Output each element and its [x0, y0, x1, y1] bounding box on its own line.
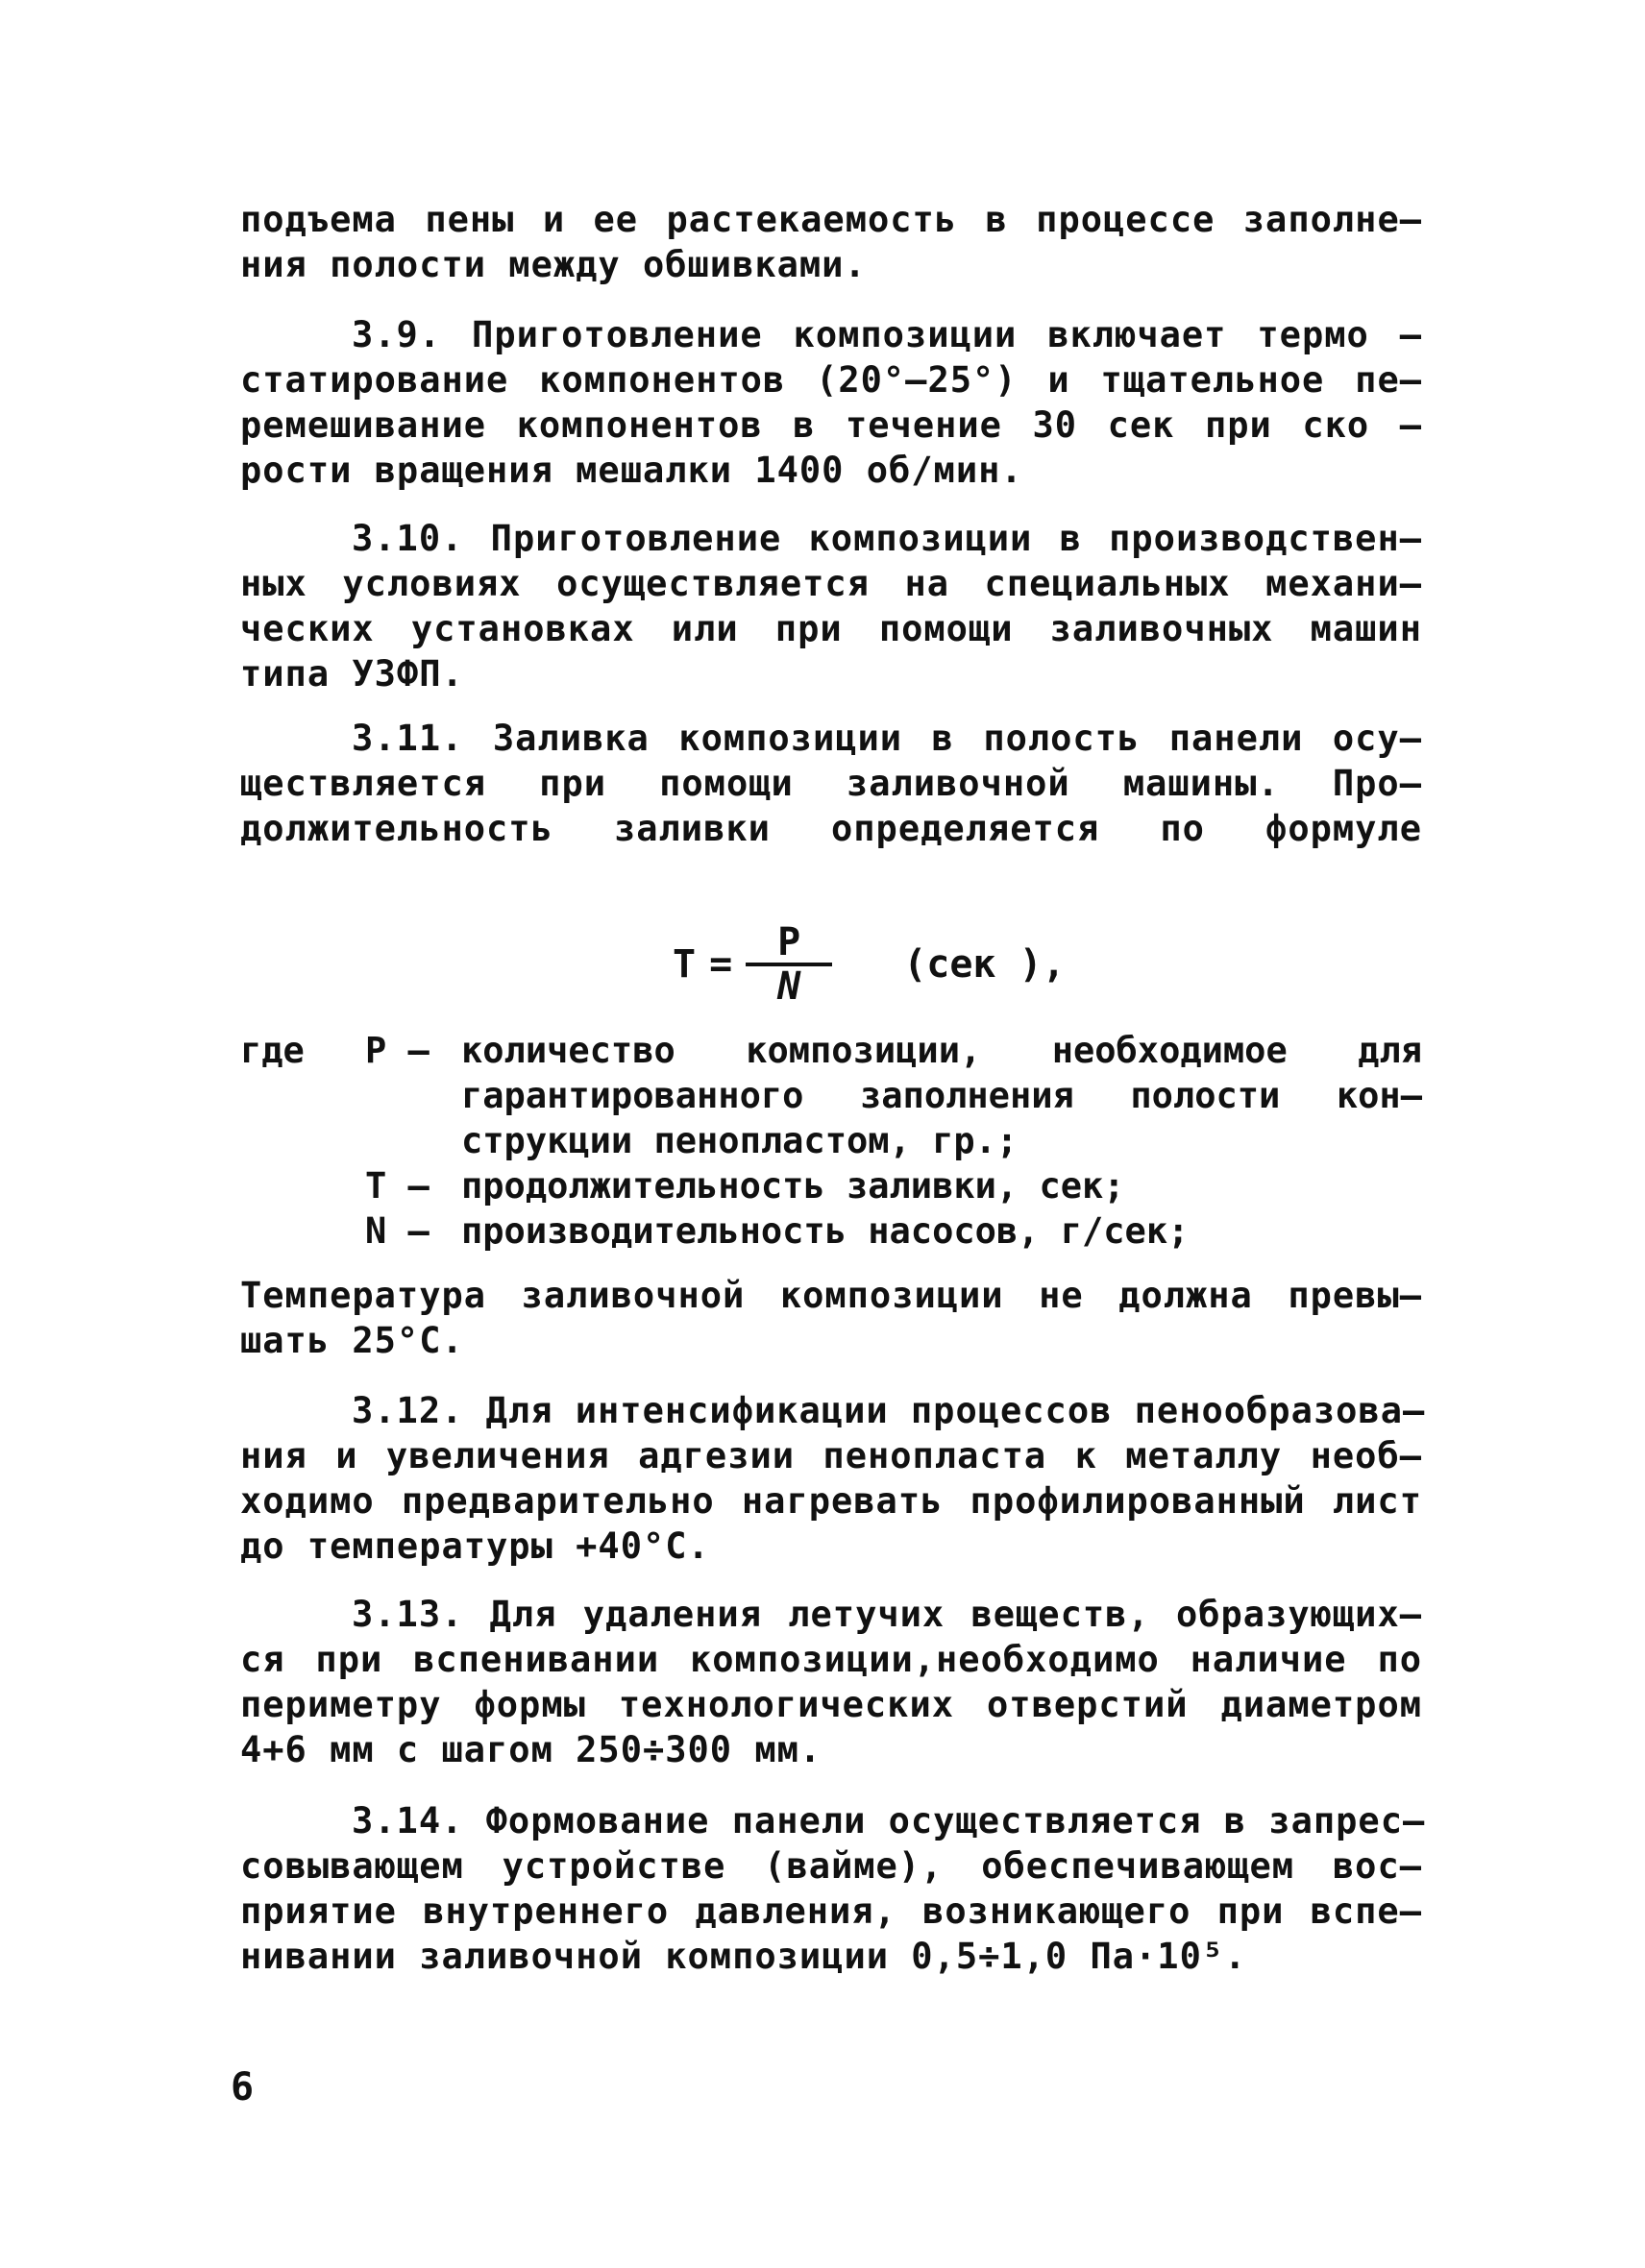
text-line: должительность заливки определяется по формуле — [240, 808, 1422, 849]
text-line: подъема пены и ее растекаемость в процессе заполне– — [240, 199, 1422, 240]
text-line: ния полости между обшивками. — [240, 244, 867, 285]
text-line: периметру формы технологических отверстий диаметром — [240, 1684, 1422, 1725]
where-description — [461, 1208, 1422, 1254]
text-line: 4+6 мм с шагом 250÷300 мм. — [240, 1729, 822, 1770]
text-line: струкции пенопластом, гр.; — [461, 1120, 1019, 1161]
formula-lhs: T — [673, 942, 697, 987]
text-line: количество композиции, необходимое для — [461, 1030, 1422, 1071]
text-line: рости вращения мешалки 1400 об/мин. — [240, 450, 1023, 491]
text-line: производительность насосов, г/сек; — [461, 1210, 1190, 1252]
text-line: гарантированного заполнения полости кон– — [461, 1075, 1422, 1116]
where-description — [461, 1028, 1422, 1163]
text-line: ния и увеличения адгезии пенопласта к металлу необ– — [240, 1435, 1422, 1476]
text-line: нивании заливочной композиции 0,5÷1,0 Па·10⁵. — [240, 1936, 1247, 1977]
paragraph-3-12 — [240, 1388, 1426, 1569]
paragraph-3-10 — [240, 516, 1422, 696]
text-line: 3.13. Для удаления летучих веществ, образующих– — [352, 1594, 1422, 1635]
text-line: ходимо предварительно нагревать профилированный лист — [240, 1480, 1422, 1522]
paragraph-3-13 — [240, 1592, 1422, 1772]
where-row-n — [240, 1208, 1422, 1254]
text-line: совывающем устройстве (вайме), обеспечивающем вос– — [240, 1845, 1422, 1887]
page-number: 6 — [231, 2065, 255, 2109]
text-line: ществляется при помощи заливочной машины. Про– — [240, 763, 1422, 804]
where-symbol: P – — [365, 1030, 430, 1071]
paragraph-3-9 — [240, 312, 1422, 493]
where-symbol: T – — [365, 1165, 430, 1207]
text-line: статирование компонентов (20°–25°) и тщательное пе– — [240, 359, 1422, 401]
formula-numerator: P — [746, 922, 832, 966]
text-line: ремешивание компонентов в течение 30 сек при ско – — [240, 404, 1422, 446]
text-line: ся при вспенивании композиции,необходимо наличие по — [240, 1639, 1422, 1680]
where-legend — [240, 1028, 1422, 1254]
intro-paragraph — [240, 197, 1422, 287]
where-row-p — [240, 1028, 1422, 1163]
text-line: типа УЗФП. — [240, 653, 464, 695]
text-line: 3.12. Для интенсификации процессов пенообразова– — [352, 1390, 1426, 1431]
where-symbol: N – — [365, 1210, 430, 1252]
where-row-t — [240, 1163, 1422, 1208]
duration-formula — [673, 922, 1066, 1007]
text-line: Температура заливочной композиции не должна превы– — [240, 1275, 1422, 1316]
text-line: ных условиях осуществляется на специальных механи– — [240, 563, 1422, 604]
paragraph-3-11 — [240, 716, 1422, 851]
where-label: где — [240, 1030, 305, 1071]
text-line: 3.14. Формование панели осуществляется в запрес– — [352, 1800, 1426, 1841]
formula-unit: (сек ), — [903, 942, 1066, 987]
text-line: 3.11. Заливка композиции в полость панели осу– — [352, 718, 1422, 759]
paragraph-3-14 — [240, 1798, 1426, 1979]
text-line: ческих установках или при помощи заливочных машин — [240, 608, 1422, 649]
text-line: приятие внутреннего давления, возникающего при вспе– — [240, 1890, 1422, 1932]
text-line: шать 25°С. — [240, 1320, 464, 1361]
formula-equals: = — [709, 942, 733, 987]
temperature-note — [240, 1273, 1422, 1363]
where-description — [461, 1163, 1422, 1208]
text-line: 3.10. Приготовление композиции в производствен– — [352, 518, 1422, 559]
formula-fraction — [746, 922, 832, 1007]
text-line: 3.9. Приготовление композиции включает термо – — [352, 314, 1422, 355]
formula-denominator: N — [777, 964, 801, 1009]
text-line: продолжительность заливки, сек; — [461, 1165, 1125, 1207]
text-line: до температуры +40°С. — [240, 1525, 710, 1567]
